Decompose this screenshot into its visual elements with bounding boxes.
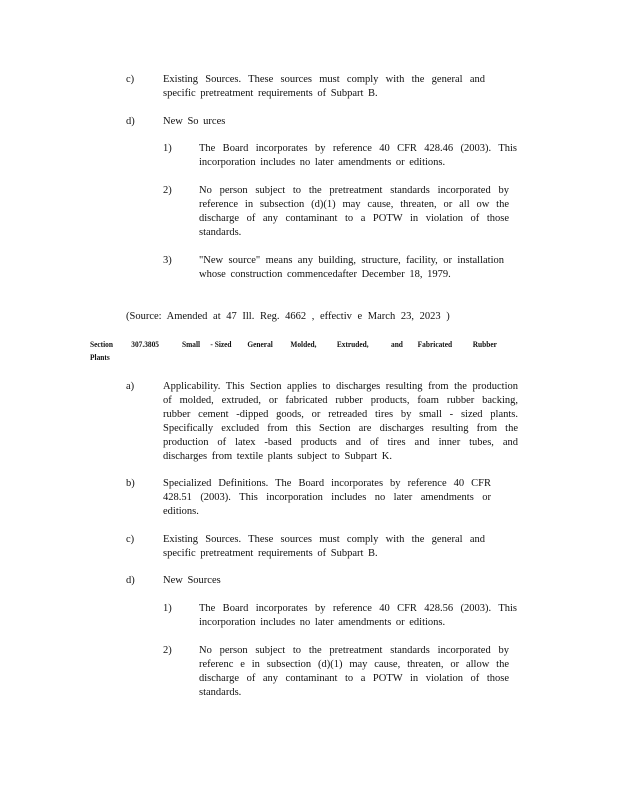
heading-word: Extruded, bbox=[336, 339, 369, 349]
subparagraph-text: No person subject to the pretreatment standards incorporated by referenc e in subsection (d)(1) may cause, threaten, or allow the discharge of any contaminant to a POTW in violation of those standards. bbox=[199, 645, 509, 698]
heading-word: Fabricated bbox=[417, 339, 453, 349]
paragraph-text: Applicability. This Section applies to discharges resulting from the production of molded, extruded, or fabricated rubber products, foam rubber backing, rubber cement -dipped goods, or retreaded tires by small - sized plants. Specifically excluded from this Section are discharges resulting from the production of latex -based products and of tires and inner tubes, and discharges from textile plants subject to Subpart K. bbox=[163, 381, 518, 462]
paragraph-label: d) bbox=[126, 116, 135, 127]
subparagraph-label: 2) bbox=[163, 645, 172, 656]
subparagraph-text: No person subject to the pretreatment standards incorporated by reference in subsection (d)(1) may cause, threaten, or all ow the discharge of any contaminant to a POTW in violation of those standards. bbox=[199, 185, 509, 238]
source-note: (Source: Amended at 47 Ill. Reg. 4662 , effectiv e March 23, 2023 ) bbox=[126, 311, 450, 322]
paragraph-label: a) bbox=[126, 381, 135, 392]
paragraph-text: Specialized Definitions. The Board incorporates by reference 40 CFR 428.51 (2003). This incorporation includes no later amendments or editions. bbox=[163, 478, 491, 517]
subparagraph-text: The Board incorporates by reference 40 CFR 428.56 (2003). This incorporation includes no later amendments or editions. bbox=[199, 603, 517, 628]
heading-word: Plants bbox=[90, 352, 110, 362]
subparagraph-text: "New source" means any building, structure, facility, or installation whose construction commencedafter December 18, 1979. bbox=[199, 255, 504, 280]
heading-word: General bbox=[247, 339, 273, 349]
heading-word: Molded, bbox=[290, 339, 317, 349]
heading-word: Small bbox=[182, 339, 201, 349]
paragraph-text: Existing Sources. These sources must comply with the general and specific pretreatment requirements of Subpart B. bbox=[163, 74, 485, 99]
paragraph-label: d) bbox=[126, 575, 135, 586]
section-number: 307.3805 bbox=[131, 339, 160, 349]
subparagraph-label: 2) bbox=[163, 185, 172, 196]
heading-word: - Sized bbox=[210, 339, 232, 349]
paragraph-label: c) bbox=[126, 534, 135, 545]
heading-word: and bbox=[391, 339, 403, 349]
subparagraph-label: 1) bbox=[163, 143, 172, 154]
subparagraph-text: The Board incorporates by reference 40 CFR 428.46 (2003). This incorporation includes no later amendments or editions. bbox=[199, 143, 517, 168]
subparagraph-label: 1) bbox=[163, 603, 172, 614]
subparagraph-label: 3) bbox=[163, 255, 172, 266]
paragraph-text: Existing Sources. These sources must comply with the general and specific pretreatment requirements of Subpart B. bbox=[163, 534, 485, 559]
paragraph-text: New Sources bbox=[163, 575, 221, 586]
section-word: Section bbox=[90, 339, 113, 349]
heading-word: Rubber bbox=[472, 339, 497, 349]
paragraph-label: c) bbox=[126, 74, 135, 85]
paragraph-label: b) bbox=[126, 478, 135, 489]
paragraph-text: New So urces bbox=[163, 116, 226, 127]
